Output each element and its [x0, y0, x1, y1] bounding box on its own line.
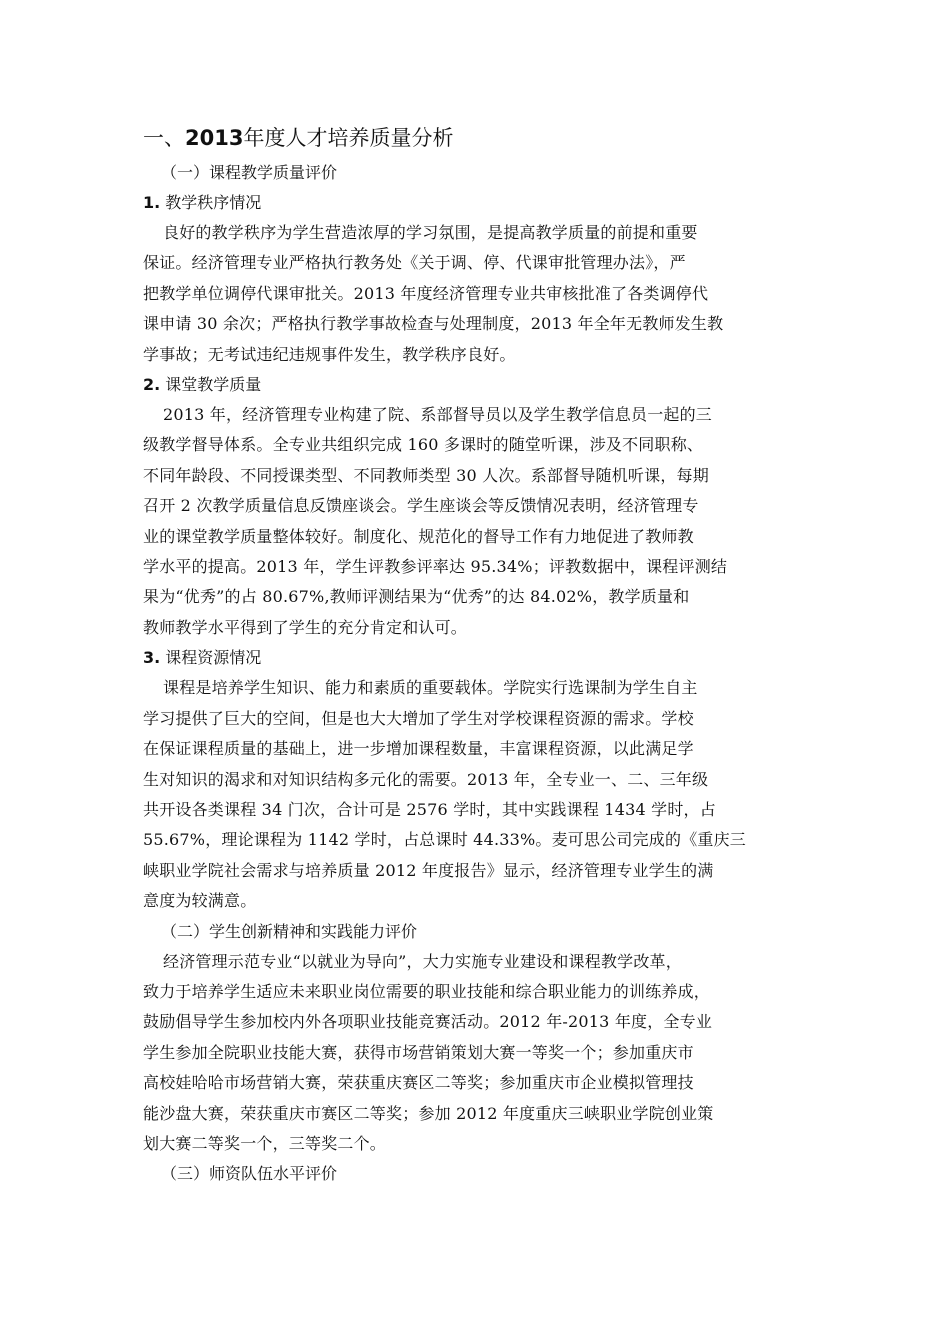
text-line: 学习提供了巨大的空间，但是也大大增加了学生对学校课程资源的需求。学校 — [143, 708, 694, 728]
main-heading — [143, 122, 813, 154]
text-line: 不同年龄段、不同授课类型、不同教师类型 30 人次。系部督导随机听课，每期 — [143, 465, 709, 485]
text-line: 55.67%，理论课程为 1142 学时，占总课时 44.33%。麦可思公司完成的《重庆三 — [143, 830, 746, 850]
text-line: 在保证课程质量的基础上，进一步增加课程数量，丰富课程资源，以此满足学 — [143, 739, 694, 759]
text-line: 学事故；无考试违纪违规事件发生，教学秩序良好。 — [143, 344, 516, 364]
text-line: 保证。经济管理专业严格执行教务处《关于调、停、代课审批管理办法》，严 — [143, 253, 686, 273]
subsection-heading-classroom-quality — [143, 370, 813, 400]
section-heading-faculty: （三）师资队伍水平评价 — [161, 1164, 338, 1184]
subsection-title: 教学秩序情况 — [160, 193, 262, 212]
text-line: 课申请 30 余次；严格执行教学事故检查与处理制度，2013 年全年无教师发生教 — [143, 314, 724, 334]
text-line: 鼓励倡导学生参加校内外各项职业技能竞赛活动。2012 年-2013 年度，全专业 — [143, 1012, 713, 1032]
subsection-title: 课堂教学质量 — [160, 375, 262, 395]
heading-year: 2013 — [185, 126, 244, 150]
heading-text: 年度人才培养质量分析 — [243, 126, 454, 150]
paragraph-course-resources — [143, 673, 813, 916]
text-line: 能沙盘大赛，荣获重庆市赛区二等奖；参加 2012 年度重庆三峡职业学院创业策 — [143, 1103, 714, 1123]
text-line: 共开设各类课程 34 门次，合计可是 2576 学时，其中实践课程 1434 学时，占 — [143, 799, 716, 819]
text-line: 经济管理示范专业“以就业为导向”，大力实施专业建设和课程教学改革， — [163, 951, 682, 971]
text-line: 高校娃哈哈市场营销大赛，荣获重庆赛区二等奖；参加重庆市企业模拟管理技 — [143, 1073, 694, 1093]
text-line: 学水平的提高。2013 年，学生评教参评率达 95.34%；评教数据中，课程评测结 — [143, 557, 728, 577]
text-line: 教师教学水平得到了学生的充分肯定和认可。 — [143, 617, 468, 637]
text-line: 意度为较满意。 — [143, 891, 257, 911]
subsection-number: 3. — [143, 648, 161, 668]
text-line: 划大赛二等奖一个，三等奖二个。 — [143, 1133, 387, 1153]
paragraph-classroom-quality — [143, 400, 813, 643]
text-line: 果为“优秀”的占 80.67%,教师评测结果为“优秀”的达 84.02%，教学质量和 — [143, 587, 690, 607]
subsection-heading-teaching-order — [143, 188, 813, 218]
text-line: 课程是培养学生知识、能力和素质的重要载体。学院实行选课制为学生自主 — [163, 678, 698, 698]
subsection-heading-course-resources — [143, 643, 813, 673]
text-line: 峡职业学院社会需求与培养质量 2012 年度报告》显示，经济管理专业学生的满 — [143, 860, 714, 880]
text-line: 良好的教学秩序为学生营造浓厚的学习氛围，是提高教学质量的前提和重要 — [163, 223, 698, 242]
text-line: 业的课堂教学质量整体较好。制度化、规范化的督导工作有力地促进了教师教 — [143, 526, 694, 546]
text-line: 把教学单位调停代课审批关。2013 年度经济管理专业共审核批准了各类调停代 — [143, 283, 709, 303]
paragraph-innovation — [143, 947, 813, 1160]
text-line: 2013 年，经济管理专业构建了院、系部督导员以及学生教学信息员一起的三 — [163, 405, 713, 425]
text-line: 召开 2 次教学质量信息反馈座谈会。学生座谈会等反馈情况表明，经济管理专 — [143, 496, 699, 516]
subsection-title: 课程资源情况 — [160, 648, 262, 668]
text-line: 致力于培养学生适应未来职业岗位需要的职业技能和综合职业能力的训练养成， — [143, 981, 711, 1001]
text-line: 级教学督导体系。全专业共组织完成 160 多课时的随堂听课，涉及不同职称、 — [143, 435, 704, 455]
text-line: 学生参加全院职业技能大赛，获得市场营销策划大赛一等奖一个；参加重庆市 — [143, 1042, 694, 1062]
subsection-number: 1. — [143, 193, 161, 212]
subsection-number: 2. — [143, 375, 161, 395]
section-heading-course-quality: （一）课程教学质量评价 — [161, 163, 338, 182]
paragraph-teaching-order — [143, 218, 813, 370]
text-line: 生对知识的渴求和对知识结构多元化的需要。2013 年，全专业一、二、三年级 — [143, 769, 709, 789]
section-heading-innovation: （二）学生创新精神和实践能力评价 — [161, 921, 418, 941]
heading-prefix: 一、 — [143, 126, 185, 150]
document-body — [143, 122, 813, 1189]
